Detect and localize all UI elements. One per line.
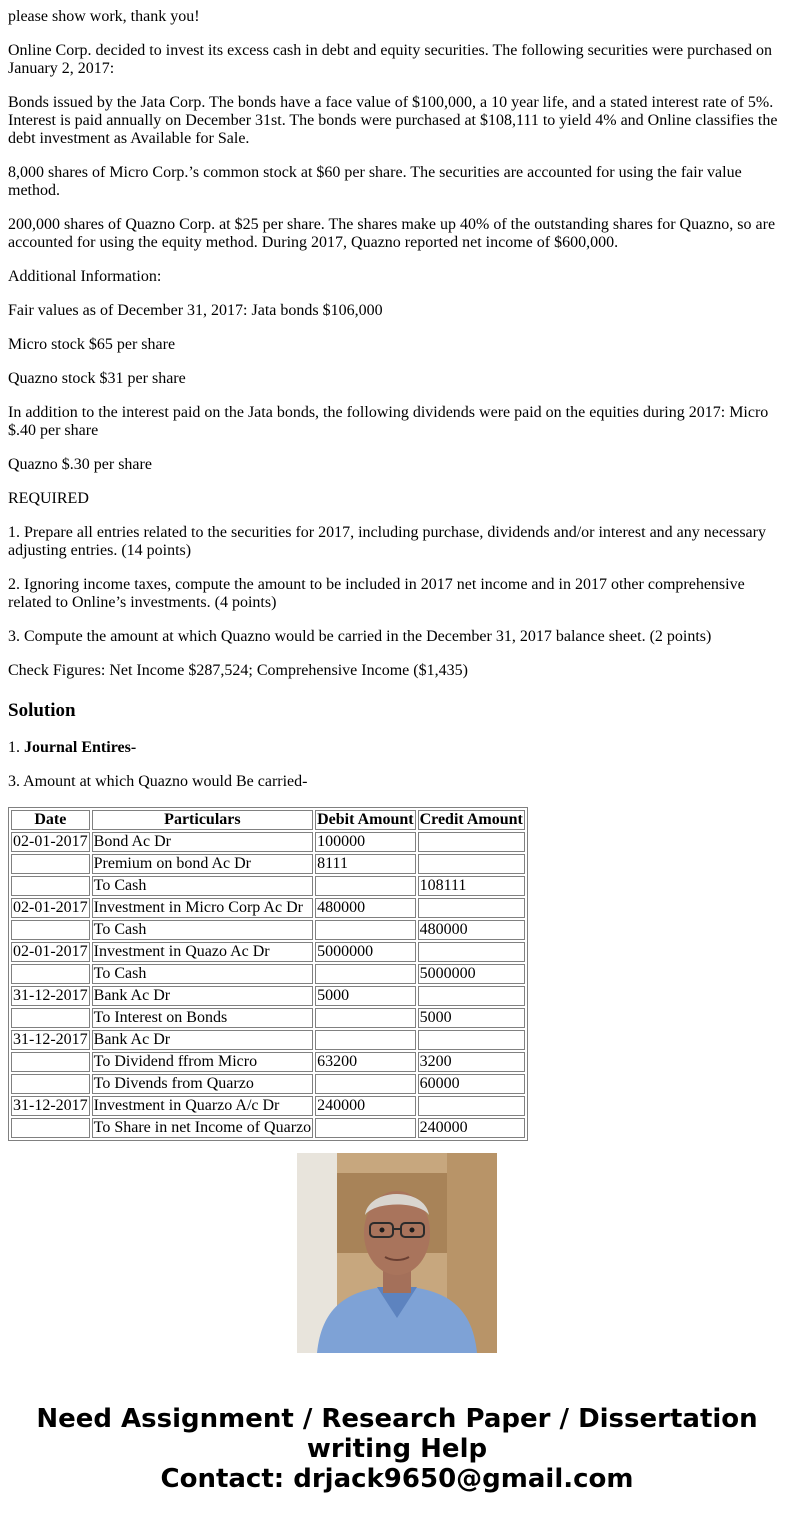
cell-date xyxy=(11,876,90,896)
table-row xyxy=(11,942,525,962)
cell-particulars: To Cash xyxy=(92,876,313,896)
question-paragraph: 200,000 shares of Quazno Corp. at $25 per share. The shares make up 40% of the outstanding shares for Quazno, so are accounted for using the equity method. During 2017, Quazno reported net income of $600,000. xyxy=(8,216,776,251)
table-row xyxy=(11,832,525,852)
cell-credit xyxy=(418,986,525,1006)
question-paragraph: In addition to the interest paid on the Jata bonds, the following dividends were paid on the equities during 2017: Micro $.40 per share xyxy=(8,404,769,439)
table-row xyxy=(11,898,525,918)
cell-credit xyxy=(418,1096,525,1116)
cell-date: 02-01-2017 xyxy=(13,943,88,960)
cell-credit xyxy=(418,942,525,962)
cell-date: 02-01-2017 xyxy=(13,833,88,850)
promo-banner xyxy=(0,1404,794,1494)
cell-debit: 5000000 xyxy=(315,942,415,962)
promo-contact: Contact: drjack9650@gmail.com xyxy=(160,1464,634,1494)
cell-debit xyxy=(315,920,415,940)
step1-number: 1. xyxy=(8,739,20,756)
cell-debit xyxy=(315,1030,415,1050)
cell-date xyxy=(11,1074,90,1094)
promo-headline: Need Assignment / Research Paper / Dissertation writing Help xyxy=(36,1404,758,1464)
table-row xyxy=(11,1008,525,1028)
solution-heading: Solution xyxy=(8,700,76,721)
table-row xyxy=(11,1096,525,1116)
table-row xyxy=(11,1030,525,1050)
table-row xyxy=(11,854,525,874)
cell-date xyxy=(11,964,90,984)
cell-credit: 60000 xyxy=(418,1074,525,1094)
question-paragraph: Online Corp. decided to invest its excess cash in debt and equity securities. The following securities were purchased on January 2, 2017: xyxy=(8,42,772,77)
cell-particulars: To Interest on Bonds xyxy=(92,1008,313,1028)
table-row xyxy=(11,876,525,896)
journal-entries-table xyxy=(8,807,528,1141)
cell-credit: 480000 xyxy=(418,920,525,940)
intro-text: please show work, thank you! xyxy=(8,8,200,25)
cell-credit xyxy=(418,854,525,874)
table-row xyxy=(11,1074,525,1094)
table-row xyxy=(11,1118,525,1138)
cell-credit xyxy=(418,832,525,852)
question-paragraph: Micro stock $65 per share xyxy=(8,336,176,353)
cell-debit xyxy=(315,1074,415,1094)
cell-date xyxy=(11,1008,90,1028)
cell-credit: 3200 xyxy=(418,1052,525,1072)
question-paragraph: Quazno $.30 per share xyxy=(8,456,152,473)
col-header-debit: Debit Amount xyxy=(317,811,414,828)
cell-debit: 480000 xyxy=(315,898,415,918)
table-header-row xyxy=(11,810,525,830)
cell-debit: 63200 xyxy=(315,1052,415,1072)
cell-particulars: To Divends from Quarzo xyxy=(92,1074,313,1094)
cell-particulars: To Cash xyxy=(92,920,313,940)
cell-credit: 5000 xyxy=(418,1008,525,1028)
question-paragraph: 3. Compute the amount at which Quazno would be carried in the December 31, 2017 balance sheet. (2 points) xyxy=(8,628,712,645)
cell-debit: 8111 xyxy=(315,854,415,874)
cell-date xyxy=(11,920,90,940)
cell-credit: 5000000 xyxy=(418,964,525,984)
cell-credit: 240000 xyxy=(418,1118,525,1138)
tutor-avatar xyxy=(297,1153,497,1353)
check-figures: Check Figures: Net Income $287,524; Comprehensive Income ($1,435) xyxy=(8,662,468,679)
table-row xyxy=(11,920,525,940)
question-paragraph: Bonds issued by the Jata Corp. The bonds have a face value of $100,000, a 10 year life, and a stated interest rate of 5%. Interest is paid annually on December 31st. The bonds were purchased at $108,111 to yield 4% and Online classifies the debt investment as Available for Sale. xyxy=(8,94,778,147)
question-paragraph: 2. Ignoring income taxes, compute the amount to be included in 2017 net income and in 2017 other comprehensive related to Online’s investments. (4 points) xyxy=(8,576,745,611)
col-header-particulars: Particulars xyxy=(92,810,313,830)
step1-label: Journal Entires- xyxy=(24,739,137,756)
tutor-portrait-graphic xyxy=(297,1153,497,1353)
cell-particulars: Investment in Quazo Ac Dr xyxy=(92,942,313,962)
cell-particulars: Bank Ac Dr xyxy=(92,986,313,1006)
cell-date xyxy=(11,1118,90,1138)
question-paragraph: Fair values as of December 31, 2017: Jata bonds $106,000 xyxy=(8,302,383,319)
question-paragraph: Additional Information: xyxy=(8,268,162,285)
cell-debit xyxy=(315,1118,415,1138)
cell-particulars: Investment in Quarzo A/c Dr xyxy=(92,1096,313,1116)
question-paragraph: 1. Prepare all entries related to the securities for 2017, including purchase, dividends and/or interest and any necessary adjusting entries. (14 points) xyxy=(8,524,766,559)
table-row xyxy=(11,986,525,1006)
cell-particulars: Bond Ac Dr xyxy=(92,832,313,852)
cell-debit: 240000 xyxy=(315,1096,415,1116)
question-paragraph: Quazno stock $31 per share xyxy=(8,370,186,387)
cell-debit xyxy=(315,876,415,896)
cell-particulars: Premium on bond Ac Dr xyxy=(92,854,313,874)
col-header-credit: Credit Amount xyxy=(419,811,523,828)
question-paragraph: 8,000 shares of Micro Corp.’s common stock at $60 per share. The securities are accounted for using the fair value method. xyxy=(8,164,742,199)
cell-date xyxy=(11,854,90,874)
table-row xyxy=(11,1052,525,1072)
cell-date: 31-12-2017 xyxy=(13,987,88,1004)
cell-date: 31-12-2017 xyxy=(13,1031,88,1048)
cell-credit xyxy=(418,898,525,918)
cell-particulars: To Dividend ffrom Micro xyxy=(92,1052,313,1072)
cell-debit xyxy=(315,1008,415,1028)
journal-table-container xyxy=(8,807,528,1136)
question-paragraph: REQUIRED xyxy=(8,490,89,507)
cell-debit xyxy=(315,964,415,984)
cell-particulars: Investment in Micro Corp Ac Dr xyxy=(92,898,313,918)
cell-credit xyxy=(418,1030,525,1050)
cell-particulars: To Cash xyxy=(92,964,313,984)
cell-credit: 108111 xyxy=(418,876,525,896)
cell-date: 31-12-2017 xyxy=(13,1097,88,1114)
col-header-date: Date xyxy=(11,810,90,830)
cell-date: 02-01-2017 xyxy=(13,899,88,916)
cell-date xyxy=(11,1052,90,1072)
cell-debit: 100000 xyxy=(315,832,415,852)
step1-heading xyxy=(8,739,786,757)
cell-particulars: To Share in net Income of Quarzo xyxy=(93,1119,312,1136)
step3-text: 3. Amount at which Quazno would Be carried- xyxy=(8,773,308,790)
cell-particulars: Bank Ac Dr xyxy=(92,1030,313,1050)
cell-debit: 5000 xyxy=(315,986,415,1006)
table-row xyxy=(11,964,525,984)
